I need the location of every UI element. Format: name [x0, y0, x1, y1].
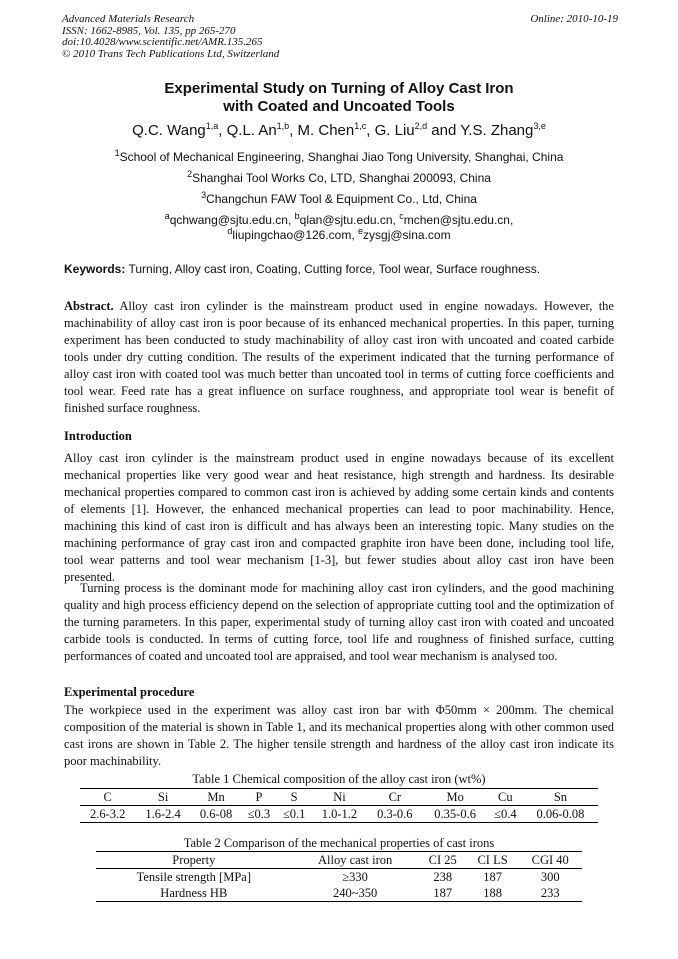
table1-header: C: [80, 789, 135, 806]
author: M. Chen: [297, 122, 355, 139]
table1-cell: 0.06-0.08: [536, 806, 585, 821]
table1-header: Si: [135, 789, 190, 806]
online-date: Online: 2010-10-19: [530, 13, 618, 25]
affiliation-sup: 1: [114, 148, 120, 158]
table2-header: CGI 40: [518, 852, 582, 869]
issn-line: ISSN: 1662-8985, Vol. 135, pp 265-270: [62, 24, 236, 37]
title-line-1: Experimental Study on Turning of Alloy Cast Iron: [164, 80, 514, 97]
table2-header: Property: [96, 852, 292, 869]
affiliation-3: [0, 192, 678, 206]
abstract-label: Abstract.: [64, 299, 114, 313]
journal-name: Advanced Materials Research: [62, 13, 195, 25]
table2-cell: Hardness HB: [160, 885, 228, 900]
abstract-text: Alloy cast iron cylinder is the mainstream product used in engine nowadays. However, the machinability of alloy cast iron is poor because of its enhanced mechanical properties. In this paper, turning experiment has been conducted to study machinability of alloy cast iron with uncoated and coated carbide tools under dry cutting condition. The results of the experiment indicated that the turning performance of alloy cast iron with coated tool was much better than uncoated tool in terms of cutting force coefficients and tool wear. Feed rate has a great influence on surface roughness, and appropriate tool wear is benefit of finished surface roughness.: [64, 299, 614, 415]
table2-header-row: [96, 852, 582, 869]
email-sup: e: [358, 226, 364, 236]
table2-cell: 188: [483, 885, 502, 900]
table2-cell: 187: [483, 869, 502, 884]
table-row: [96, 885, 582, 902]
doi-line: doi:10.4028/www.scientific.net/AMR.135.265: [62, 36, 263, 48]
table-row: [96, 869, 582, 886]
abstract: [64, 298, 614, 417]
table1-header: Cr: [367, 789, 422, 806]
table2-cell: ≥330: [342, 869, 368, 884]
author-sep: ,: [218, 122, 227, 139]
table1-header: P: [241, 789, 276, 806]
email-link[interactable]: liupingchao@126.com,: [232, 228, 359, 242]
table1: [80, 788, 598, 823]
procedure-paragraph-1: The workpiece used in the experiment was alloy cast iron bar with Φ50mm × 200mm. The chemical composition of the material is shown in Table 1, and its mechanical properties along with other common used cast irons are shown in Table 2. The higher tensile strength and hardness of the alloy cast iron indicate its poor machinability.: [64, 703, 614, 768]
affiliation-sup: 2: [187, 169, 193, 179]
table1-header: Sn: [523, 789, 598, 806]
table1-cell: 0.6-08: [199, 806, 233, 821]
table-row: [80, 806, 598, 823]
author-sup: 1,a: [205, 121, 219, 131]
table1-header: Ni: [312, 789, 367, 806]
author-sup: 1,c: [354, 121, 367, 131]
procedure-heading: Experimental procedure: [64, 685, 195, 699]
table2-header: CI 25: [419, 852, 467, 869]
table2-header: CI LS: [467, 852, 519, 869]
table1-cell: 0.3-0.6: [377, 806, 413, 821]
table2-cell: 233: [540, 885, 560, 900]
table1-header: Mo: [423, 789, 488, 806]
email-link[interactable]: zysgj@sina.com: [363, 228, 451, 242]
table1-cell: 1.0-1.2: [321, 806, 358, 821]
email-link[interactable]: mchen@sjtu.edu.cn,: [403, 213, 514, 227]
table2-cell: Tensile strength [MPa]: [136, 869, 251, 884]
table1-cell: 2.6-3.2: [89, 806, 126, 821]
author-sep: and: [427, 122, 461, 139]
email-link[interactable]: qlan@sjtu.edu.cn,: [299, 213, 400, 227]
author-sup: 1,b: [276, 121, 290, 131]
table1-cell: 0.35-0.6: [434, 806, 476, 821]
email-sup: a: [164, 211, 170, 221]
introduction-heading: Introduction: [64, 429, 132, 443]
copyright-line: © 2010 Trans Tech Publications Ltd, Switzerland: [62, 47, 280, 60]
affiliation-text: Shanghai Tool Works Co, LTD, Shanghai 200093, China: [192, 171, 491, 185]
keywords: [64, 262, 616, 276]
table1-header-row: [80, 789, 598, 806]
table1-cell: ≤0.3: [247, 806, 271, 821]
table1-caption: Table 1 Chemical composition of the alloy cast iron (wt%): [192, 772, 486, 786]
author: Q.L. An: [226, 122, 277, 139]
affiliation-text: School of Mechanical Engineering, Shanghai Jiao Tong University, Shanghai, China: [119, 150, 564, 164]
affiliation-text: Changchun FAW Tool & Equipment Co., Ltd, China: [206, 192, 477, 206]
table2-header: Alloy cast iron: [292, 852, 419, 869]
author: Y.S. Zhang: [460, 122, 534, 139]
email-link[interactable]: qchwang@sjtu.edu.cn,: [169, 213, 295, 227]
table1-header: S: [277, 789, 312, 806]
table1-header: Mn: [191, 789, 242, 806]
email-sup: b: [294, 211, 300, 221]
table1-header: Cu: [488, 789, 523, 806]
affiliation-2: [0, 171, 678, 185]
author-sep: ,: [366, 122, 375, 139]
author-sup: 3,e: [533, 121, 546, 131]
table1-cell: ≤0.1: [282, 806, 306, 821]
affiliation-sup: 3: [201, 190, 207, 200]
email-sup: d: [227, 226, 233, 236]
email-sup: c: [399, 211, 404, 221]
table2-caption: Table 2 Comparison of the mechanical properties of cast irons: [183, 836, 495, 850]
table2: [96, 851, 582, 902]
author: G. Liu: [374, 122, 415, 139]
table2-cell: 240~350: [333, 885, 378, 900]
introduction-paragraph-1: Alloy cast iron cylinder is the mainstream product used in engine nowadays because of its excellent mechanical properties like very good wear and heat resistance, high strength and hardness. Its desirable mechanical properties compared to common cast iron is achieved by adding some certain kinds and contents of elements [1]. However, the enhanced mechanical properties can lead to poor machinability. Hence, machining this kind of cast iron is difficult and has always been an interesting topic. Many studies on the machining performance of gray cast iron and compacted graphite iron have been done, including tool life, tool wear patterns and tool wear mechanism [1-3], but fewer studies about alloy cast iron have been presented.: [64, 451, 614, 584]
table1-cell: 1.6-2.4: [145, 806, 181, 821]
table2-cell: 300: [540, 869, 560, 884]
table2-cell: 238: [433, 869, 453, 884]
author: Q.C. Wang: [132, 122, 206, 139]
table2-cell: 187: [433, 885, 453, 900]
table1-cell: ≤0.4: [494, 806, 517, 821]
running-header: [62, 14, 618, 60]
title-line-2: with Coated and Uncoated Tools: [223, 98, 455, 115]
author-emails: [0, 213, 678, 243]
author-list: [0, 122, 678, 139]
keywords-text: Turning, Alloy cast iron, Coating, Cutting force, Tool wear, Surface roughness.: [125, 262, 541, 276]
keywords-label: Keywords:: [64, 262, 126, 276]
affiliation-1: [0, 150, 678, 164]
paper-title: [0, 80, 678, 116]
author-sup: 2,d: [414, 121, 428, 131]
introduction-paragraph-2: Turning process is the dominant mode for machining alloy cast iron cylinders, and the good machining quality and high process efficiency depend on the selection of appropriate cutting tool and the optimization of the turning parameters. In this paper, experimental study of turning alloy cast iron with coated and uncoated carbide tools is conducted. In terms of cutting force, tool life and roughness of finished surface, cutting performances of coated and uncoated tool are appraised, and tool wear mechanism is analysed too.: [64, 581, 614, 663]
author-sep: ,: [289, 122, 298, 139]
